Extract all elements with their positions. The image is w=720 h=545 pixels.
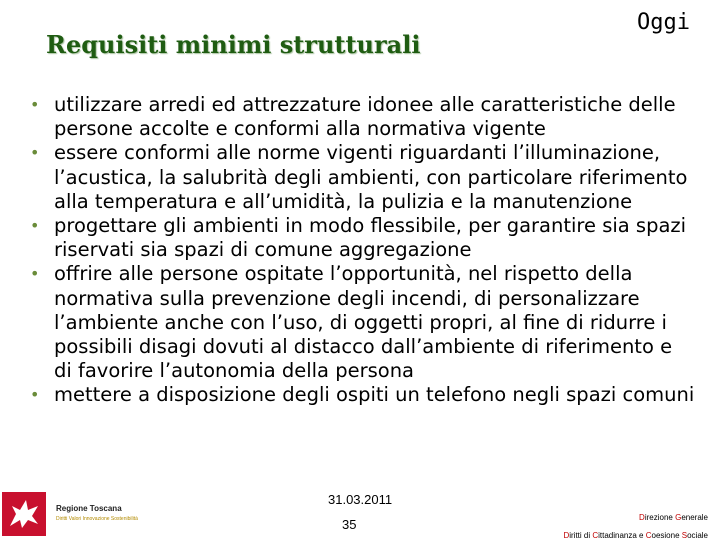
bullet-dot-icon: • (30, 216, 40, 236)
pegasus-logo-icon (2, 492, 46, 536)
footer-date: 31.03.2011 (328, 492, 393, 507)
bullet-text: essere conformi alle norme vigenti riguardanti l’illuminazione, l’acustica, la salubrità degli ambienti, con particolare riferimento alla temperatura e all’umidità, la pulizia e la manutenzione (54, 141, 688, 213)
bullet-item (30, 214, 695, 262)
corner-label: Oggi (637, 10, 690, 35)
bullet-dot-icon: • (30, 143, 40, 163)
bullet-item (30, 141, 695, 214)
department-text: ociale (687, 531, 708, 540)
department-text: irezione (644, 513, 676, 522)
bullet-item (30, 383, 695, 407)
bullet-dot-icon: • (30, 95, 40, 114)
bullet-text: offrire alle persone ospitate l’opportunità, nel rispetto della normativa sulla prevenzione degli incendi, di personalizzare l’ambiente anche con l’uso, di oggetti propri, al fine di ridurre i possibili disagi dovuti al distacco dall’ambiente di riferimento e di favorire l’autonomia della persona (54, 262, 673, 383)
bullet-text: mettere a disposizione degli ospiti un telefono negli spazi comuni (54, 383, 695, 407)
logo-tagline: Diritti Valori Innovazione Sostenibilità (56, 516, 138, 522)
department-text: ittadinanza e (598, 531, 646, 540)
bullet-dot-icon: • (30, 264, 40, 284)
bullet-text: utilizzare arredi ed attrezzature idonee alle caratteristiche delle persone accolte e conformi alla normativa vigente (54, 93, 676, 141)
department-line-2 (563, 527, 708, 545)
bullet-item (30, 262, 695, 383)
department-initial: D (563, 531, 570, 540)
department-text: oesione (651, 531, 682, 540)
department-initial: G (675, 513, 682, 522)
department-initial: S (681, 531, 688, 540)
logo-name: Regione Toscana (56, 504, 122, 513)
slide-title: Requisiti minimi strutturali (46, 30, 421, 59)
region-logo (0, 488, 170, 540)
department-initial: D (639, 513, 645, 522)
department-text: enerale (681, 513, 708, 522)
bullet-dot-icon: • (30, 385, 40, 405)
department-text: iritti di (569, 531, 593, 540)
bullet-text: progettare gli ambienti in modo flessibile, per garantire sia spazi riservati sia spazi di comune aggregazione (54, 214, 687, 262)
department-initial: C (592, 531, 599, 540)
department-initial: C (645, 531, 652, 540)
bullet-list (30, 93, 695, 408)
department-line-1 (563, 509, 708, 527)
bullet-item (30, 93, 695, 141)
page-number: 35 (342, 517, 357, 532)
